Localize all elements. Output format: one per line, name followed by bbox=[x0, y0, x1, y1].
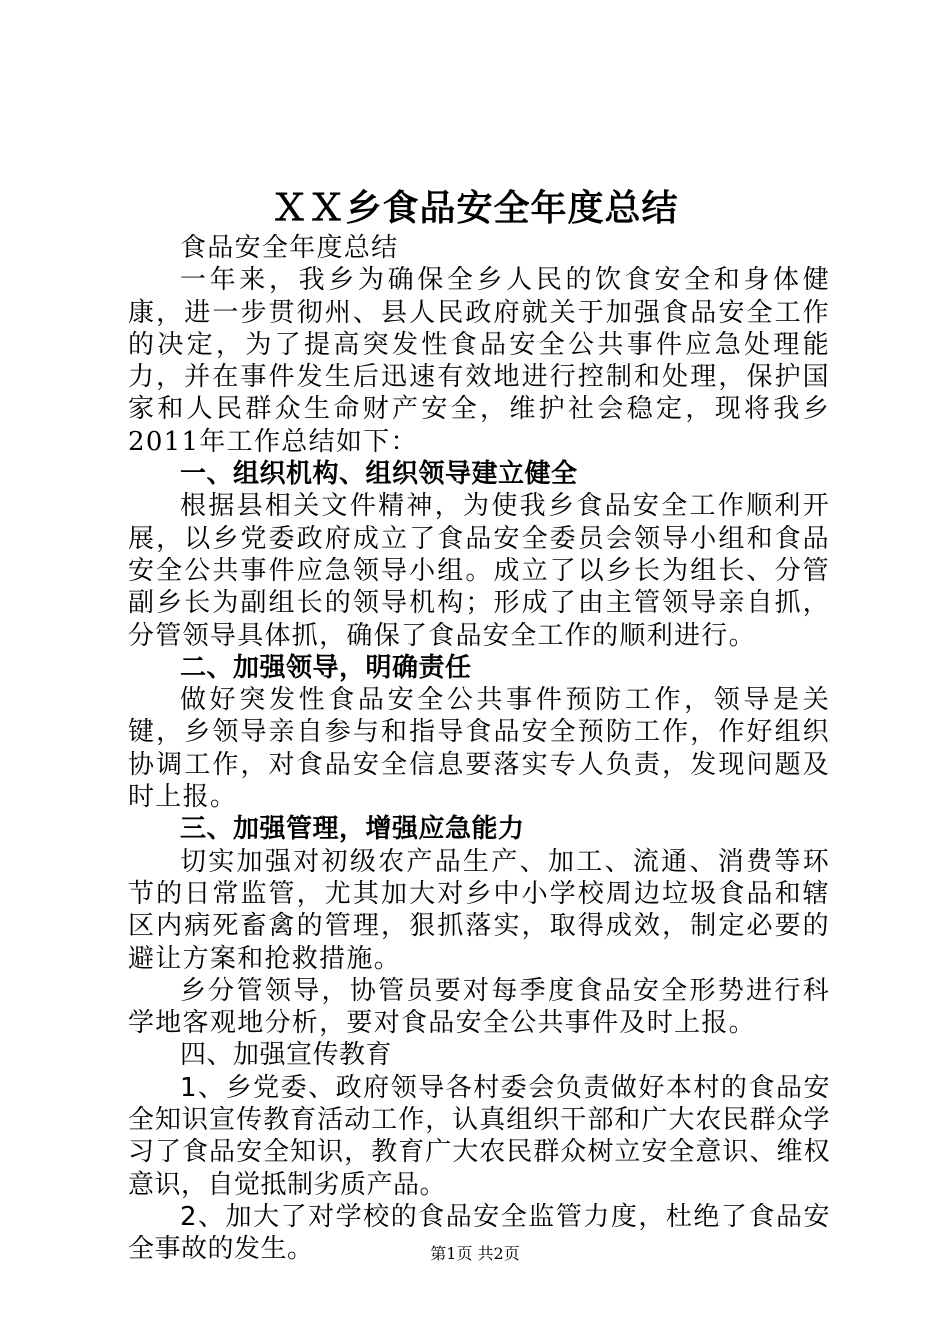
paragraph-section-2: 做好突发性食品安全公共事件预防工作，领导是关键，乡领导亲自参与和指导食品安全预防工作，作好组织协调工作，对食品安全信息要落实专人负责，发现问题及时上报。 bbox=[128, 685, 830, 813]
section-heading-1: 一、组织机构、组织领导建立健全 bbox=[180, 459, 578, 490]
section-heading-4: 四、加强宣传教育 bbox=[180, 1040, 393, 1071]
section-heading-3: 三、加强管理，增强应急能力 bbox=[180, 814, 525, 845]
paragraph-section-4-item-2: 2、加大了对学校的食品安全监管力度，杜绝了食品安全事故的发生。 bbox=[128, 1201, 830, 1265]
paragraph-intro: 一年来，我乡为确保全乡人民的饮食安全和身体健康，进一步贯彻州、县人民政府就关于加强食品安全工作的决定，为了提高突发性食品安全公共事件应急处理能力，并在事件发生后迅速有效地进行控制和处理，保护国家和人民群众生命财产安全，维护社会稳定，现将我乡2011年工作总结如下： bbox=[128, 265, 830, 457]
section-heading-2: 二、加强领导，明确责任 bbox=[180, 652, 472, 683]
paragraph-section-4-item-1: 1、乡党委、政府领导各村委会负责做好本村的食品安全知识宣传教育活动工作，认真组织干部和广大农民群众学习了食品安全知识，教育广大农民群众树立安全意识、维权意识，自觉抵制劣质产品。 bbox=[128, 1072, 830, 1200]
paragraph-section-3a: 切实加强对初级农产品生产、加工、流通、消费等环节的日常监管，尤其加大对乡中小学校周边垃圾食品和辖区内病死畜禽的管理，狠抓落实，取得成效，制定必要的避让方案和抢救措施。 bbox=[128, 846, 830, 974]
paragraph-subtitle: 食品安全年度总结 bbox=[180, 233, 399, 263]
page-number: 第1页 共2页 bbox=[430, 1244, 520, 1263]
paragraph-section-1: 根据县相关文件精神，为使我乡食品安全工作顺利开展，以乡党委政府成立了食品安全委员会领导小组和食品安全公共事件应急领导小组。成立了以乡长为组长、分管副乡长为副组长的领导机构；形成了由主管领导亲自抓，分管领导具体抓，确保了食品安全工作的顺利进行。 bbox=[128, 491, 830, 651]
document-body bbox=[128, 232, 830, 1266]
document-title: ＸＸ乡食品安全年度总结 bbox=[271, 187, 679, 229]
paragraph-section-3b: 乡分管领导，协管员要对每季度食品安全形势进行科学地客观地分析，要对食品安全公共事件及时上报。 bbox=[128, 975, 830, 1039]
